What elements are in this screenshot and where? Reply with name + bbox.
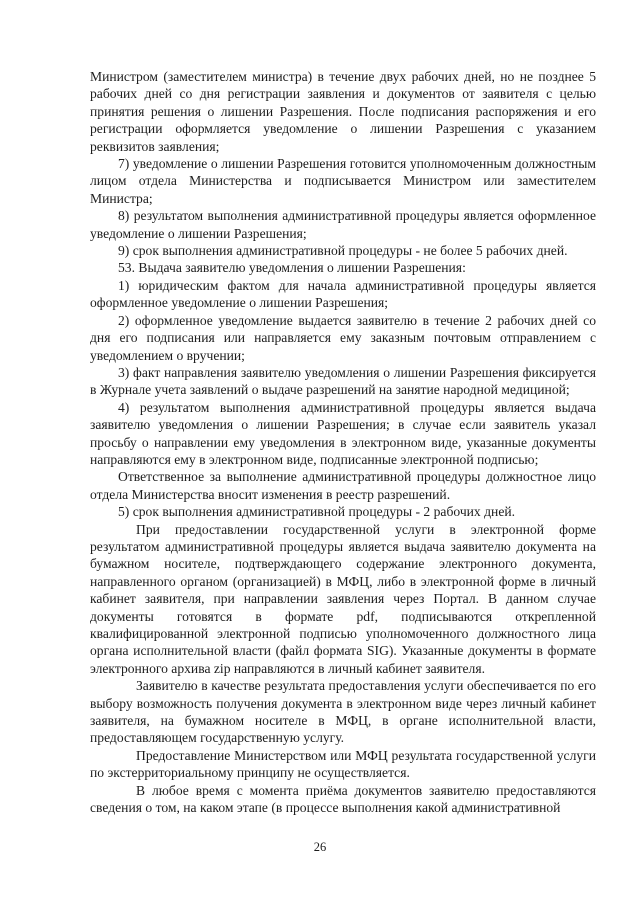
- paragraph: 53. Выдача заявителю уведомления о лишении Разрешения:: [118, 260, 466, 276]
- paragraph: Ответственное за выполнение административной процедуры должностное лицо отдела Министерства вносит изменения в реестр разрешений.: [90, 469, 596, 502]
- paragraph: 1) юридическим фактом для начала административной процедуры является оформленное уведомление о лишении Разрешения;: [90, 277, 596, 311]
- paragraph: 4) результатом выполнения административной процедуры является выдача заявителю уведомления о лишении Разрешения; в случае если заявитель указал просьбу о направлении ему уведомления в электронном виде, указанные документы направляются ему в электронном виде, подписанные электронной подписью;: [90, 399, 596, 467]
- paragraph: 8) результатом выполнения административной процедуры является оформленное уведомление о лишении Разрешения;: [90, 208, 596, 241]
- paragraph: Предоставление Министерством или МФЦ результата государственной услуги по экстерриториальному принципу не осуществляется.: [90, 747, 596, 781]
- paragraph: 5) срок выполнения административной процедуры - 2 рабочих дней.: [118, 504, 516, 520]
- paragraph: В любое время с момента приёма документов заявителю предоставляются сведения о том, на каком этапе (в процессе выполнения какой административной: [90, 782, 596, 816]
- paragraph: При предоставлении государственной услуги в электронной форме результатом административной процедуры является выдача заявителю документа на бумажном носителе, подтверждающего содержание электронного документа, направленного органом (организацией) в МФЦ, либо в электронной форме в личный кабинет заявителя, при направлении заявления через Портал. В данном случае документы готовятся в формате pdf, подписываются открепленной квалифицированной электронной подписью уполномоченного должностного лица органа исполнительной власти (файл формата SIG). Указанные документы в формате электронного архива zip направляются в личный кабинет заявителя.: [90, 521, 596, 676]
- page-number: 26: [313, 840, 327, 854]
- paragraph: 3) факт направления заявителю уведомления о лишении Разрешения фиксируется в Журнале учета заявлений о выдаче разрешений на занятие народной медициной;: [90, 364, 596, 398]
- paragraph: 9) срок выполнения административной процедуры - не более 5 рабочих дней.: [118, 243, 568, 259]
- paragraph: 7) уведомление о лишении Разрешения готовится уполномоченным должностным лицом отдела Министерства и подписывается Министром или заместителем Министра;: [90, 156, 596, 206]
- document-body: [90, 68, 596, 816]
- paragraph: Министром (заместителем министра) в течение двух рабочих дней, но не позднее 5 рабочих дней со дня регистрации заявления и документов от заявителя с целью принятия решения о лишении Разрешения. После подписания распоряжения и его регистрации оформляется уведомление о лишении Разрешения с указанием реквизитов заявления;: [90, 69, 596, 154]
- paragraph: 2) оформленное уведомление выдается заявителю в течение 2 рабочих дней со дня его подписания или направляется ему заказным почтовым отправлением с уведомлением о вручении;: [90, 312, 596, 363]
- paragraph: Заявителю в качестве результата предоставления услуги обеспечивается по его выбору возможность получения документа в электронном виде через личный кабинет заявителя, на бумажном носителе в МФЦ, в органе исполнительной власти, предоставляющем государственную услугу.: [90, 678, 596, 746]
